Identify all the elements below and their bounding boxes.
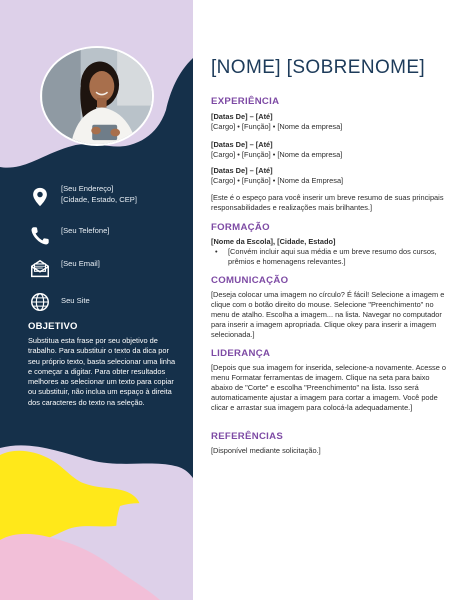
references-heading: REFERÊNCIAS xyxy=(211,431,284,442)
leadership-text: [Depois que sua imagem for inserida, selecione-a novamente. Acesse o menu Formatar ferramentas de imagem. Clique na seta para baixo abaixo de "Corte" e escolha "Preenchimento" na lista. Isso será automaticamente ajustar a imagem para cortar a imagem. Você pode clicar e arrastar sua imagem para colocá-la adequadamente.] xyxy=(211,363,446,413)
experience-summary: [Este é o espeço para você inserir um breve resumo de suas principais responsabilidades e realizações mais brilhantes.] xyxy=(211,193,444,213)
education-heading: FORMAÇÃO xyxy=(211,222,270,233)
full-name: [NOME] [SOBRENOME] xyxy=(211,57,426,78)
bullet-icon: • xyxy=(215,247,218,256)
contact-website xyxy=(0,291,193,321)
sidebar xyxy=(0,0,193,600)
profile-photo[interactable] xyxy=(40,46,154,146)
location-pin-icon xyxy=(29,186,51,208)
globe-icon xyxy=(29,291,51,313)
communication-text: [Deseja colocar uma imagem no círculo? É fácil! Selecione a imagem e clique com o botão direito do mouse. Selecione "Preenchimento" no menu de atalho. Escolha a imagem... na lista. Navegar no computador para inserir a imagem apropriada. Clique okey para inserir a imagem selecionada.] xyxy=(211,290,445,340)
job-entry xyxy=(211,112,449,132)
contact-phone xyxy=(0,224,193,254)
communication-heading: COMUNICAÇÃO xyxy=(211,275,289,286)
email-text: [Seu Email] xyxy=(61,259,100,268)
experience-heading: EXPERIÊNCIA xyxy=(211,96,280,107)
email-icon xyxy=(29,258,51,280)
references-text: [Disponível mediante solicitação.] xyxy=(211,446,321,455)
job-details: [Cargo] • [Função] • [Nome da empresa] xyxy=(211,122,343,132)
objective-text: Substitua esta frase por seu objetivo de trabalho. Para substituir o texto da dica por seu próprio texto, basta selecionar uma linha e começar a digitar. Para obter resultados melhores ao selecionar um texto para copiar ou substituir, não inclua um espaço à direita dos caracteres do texto na seleção. xyxy=(28,336,176,407)
education-item-text: [Convém incluir aqui sua média e um breve resumo dos cursos, prêmios e homenagens relevantes.] xyxy=(228,247,437,267)
job-dates: [Datas De] – [Até] xyxy=(211,166,273,175)
job-details: [Cargo] • [Função] • [Nome da Empresa] xyxy=(211,176,344,186)
leadership-heading: LIDERANÇA xyxy=(211,348,271,359)
address-line-1: [Seu Endereço] xyxy=(61,184,114,193)
profile-photo-illustration xyxy=(42,48,152,144)
phone-icon xyxy=(29,225,51,247)
job-dates: [Datas De] – [Até] xyxy=(211,112,273,121)
job-details: [Cargo] • [Função] • [Nome da empresa] xyxy=(211,150,343,160)
phone-text: [Seu Telefone] xyxy=(61,226,110,235)
job-dates: [Datas De] – [Até] xyxy=(211,140,273,149)
address-line-2: [Cidade, Estado, CEP] xyxy=(61,194,137,204)
contact-email xyxy=(0,257,193,287)
school-name: [Nome da Escola], [Cidade, Estado] xyxy=(211,237,336,246)
job-entry xyxy=(211,140,449,160)
objective-heading: OBJETIVO xyxy=(28,321,78,332)
contact-address xyxy=(0,184,193,214)
main-column xyxy=(211,0,451,600)
job-entry xyxy=(211,166,449,186)
website-text: Seu Site xyxy=(61,296,90,305)
